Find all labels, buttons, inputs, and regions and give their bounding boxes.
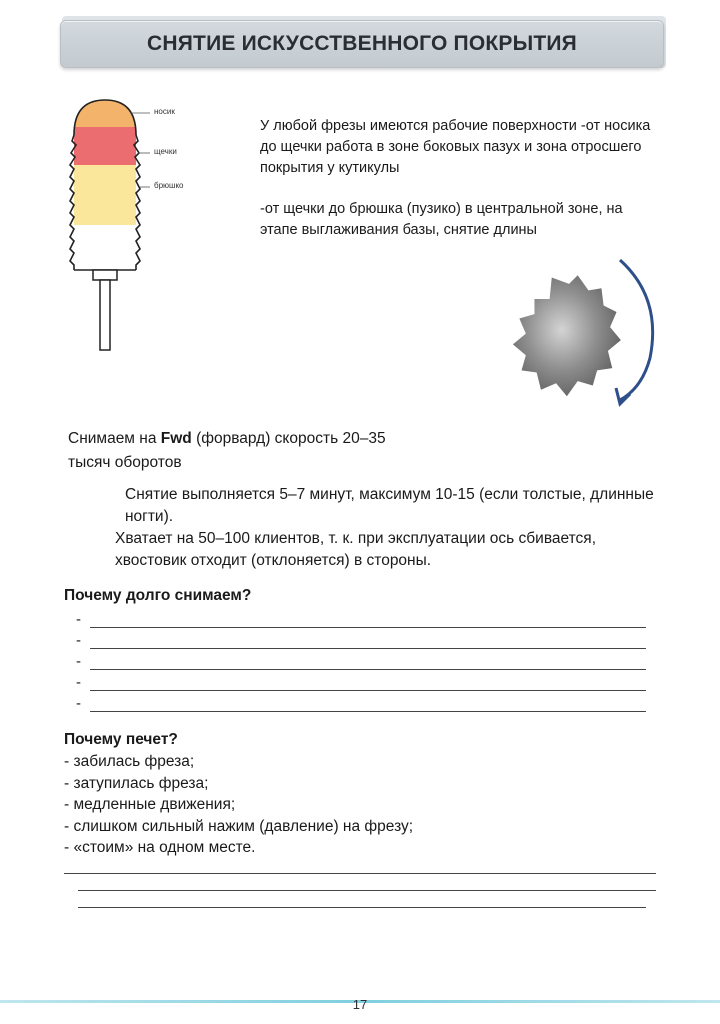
speed-line-2: тысяч оборотов (68, 454, 182, 471)
blank-dash: - (76, 674, 81, 691)
answer-item: - медленные движения; (64, 796, 236, 813)
rotation-arrow (620, 260, 653, 400)
answer-item: - забилась фреза; (64, 753, 195, 770)
blank-dash: - (76, 632, 81, 649)
speed-text (68, 427, 386, 475)
label-cheek: щечки (154, 147, 177, 156)
answer-item: - слишком сильный нажим (давление) на фрезу; (64, 817, 414, 835)
rotating-disc-illustration (492, 248, 662, 418)
blank-dash: - (76, 611, 81, 628)
intro-text (260, 116, 660, 241)
burr-diagram (60, 95, 230, 360)
question-2-title: Почему печет? (64, 731, 178, 748)
question-1-blank-lines (76, 607, 646, 712)
burr-collar (93, 270, 117, 280)
intro-paragraph-2: -от щечки до брюшка (пузико) в центральной зоне, на этапе выглаживания базы, снятие длины (260, 201, 623, 238)
speed-suffix: (форвард) скорость 20–35 (191, 430, 386, 447)
speed-fwd: Fwd (160, 430, 192, 447)
label-belly: брюшко (154, 181, 184, 190)
body-text (63, 484, 663, 572)
burr-cheek-zone (70, 127, 140, 165)
burr-base-zone (70, 225, 140, 270)
blank-line[interactable] (76, 691, 646, 712)
header-banner (60, 20, 664, 68)
question-2-answers (64, 751, 413, 859)
blank-dash: - (76, 653, 81, 670)
speed-prefix: Снимаем на (68, 430, 161, 447)
note-line[interactable] (78, 891, 646, 908)
page-title: СНЯТИЕ ИСКУССТВЕННОГО ПОКРЫТИЯ (147, 32, 577, 55)
question-1-title: Почему долго снимаем? (64, 587, 252, 604)
burr-shank (100, 280, 110, 350)
notes-lines (64, 857, 656, 908)
burr-drawing (60, 95, 230, 360)
answer-item: - «стоим» на одном месте. (64, 839, 256, 856)
note-line[interactable] (78, 874, 656, 891)
body-paragraph-1: Снятие выполняется 5–7 минут, максимум 10-15 (если толстые, длинные ногти). (125, 486, 654, 525)
body-paragraph-2: Хватает на 50–100 клиентов, т. к. при эксплуатации ось сбивается, хвостовик отходит (отклоняется) в стороны. (115, 530, 596, 569)
answer-item: - затупилась фреза; (64, 774, 209, 792)
blank-line[interactable] (76, 670, 646, 691)
blank-line[interactable] (76, 649, 646, 670)
blank-line[interactable] (76, 628, 646, 649)
page-number: 17 (352, 997, 368, 1012)
label-nose: носик (154, 107, 175, 116)
blank-dash: - (76, 695, 81, 712)
serrated-disc (513, 275, 621, 396)
burr-belly-zone (70, 165, 140, 225)
intro-paragraph-1: У любой фрезы имеются рабочие поверхности -от носика до щечки работа в зоне боковых пазух и зона отросшего покрытия у кутикулы (260, 118, 651, 176)
blank-line[interactable] (76, 607, 646, 628)
note-line[interactable] (64, 857, 656, 874)
rotation-arrowhead (616, 388, 630, 404)
